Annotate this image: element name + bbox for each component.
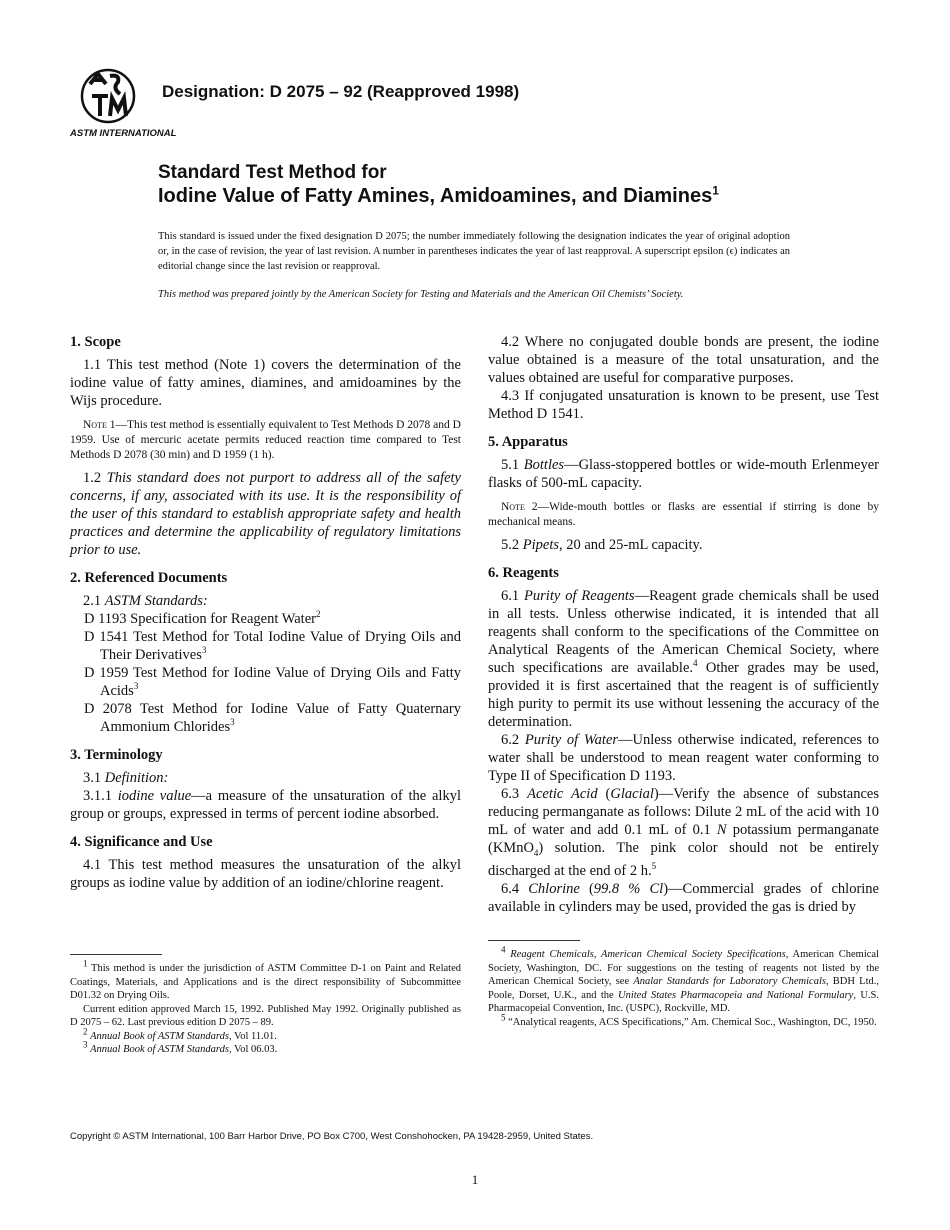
- footnote-5: $^5$ “Analytical reagents, ACS Specifications,” Am. Chemical Soc., Washington, DC, 1950.: [501, 1012, 877, 1028]
- paragraph-4-2: 4.2 Where no conjugated double bonds are present, the iodine value obtained is a measure of the total unsaturation, and the values obtained are useful for comparative purposes.: [488, 334, 879, 386]
- footnote-divider: [488, 940, 580, 941]
- issue-note: This standard is issued under the fixed designation D 2075; the number immediately following the designation indicates the year of original adoption or, in the case of revision, the year of last revision. A number in parentheses indicates the year of last reapproval. A superscript epsilon (ϵ) indicates an editorial change since the last revision or reapproval.: [158, 231, 790, 272]
- title-line-2: [158, 184, 878, 208]
- astm-logo: [68, 68, 177, 140]
- section-heading-scope: 1. Scope: [70, 334, 121, 350]
- note-1-text: 1—This test method is essentially equivalent to Test Methods D 2078 and D 1959. Use of mercuric acetate permits reduced reaction time compared to Test Methods D 2078 (30 min) and D 1959 (1 h).: [70, 419, 461, 461]
- footnote-1-approval: Current edition approved March 15, 1992. Published May 1992. Originally published as D 2075 – 62. Last previous edition D 2075 – 89.: [70, 1003, 461, 1028]
- footnote-1: $^1$ This method is under the jurisdiction of ASTM Committee D-1 on Paint and Related Coatings, Materials, and Applications and is the direct responsibility of Subcommittee D01.32 on Drying Oils.: [70, 958, 461, 1001]
- title-footnote-mark: 1: [712, 183, 719, 198]
- safety-statement: This standard does not purport to address all of the safety concerns, if any, associated with its use. It is the responsibility of the user of this standard to establish appropriate safety and health practices and determine the applicability of regulatory limitations prior to use.: [70, 470, 461, 558]
- footnotes-right: [488, 940, 879, 1029]
- footnote-3: $^3$ Annual Book of ASTM Standards, Vol 06.03.: [83, 1039, 278, 1055]
- section-heading-reagents: 6. Reagents: [488, 565, 559, 581]
- reference-item: D 1959 Test Method for Iodine Value of Drying Oils and Fatty Acids$^3$: [84, 665, 461, 699]
- paragraph-4-1: 4.1 This test method measures the unsaturation of the alkyl groups as iodine value by addition of an iodine/chlorine reagent.: [70, 857, 461, 891]
- paragraph-1-1: 1.1 This test method (Note 1) covers the determination of the iodine value of fatty amines, diamines, and amidoamines by the Wijs procedure.: [70, 357, 461, 409]
- reference-item: D 1541 Test Method for Total Iodine Value of Drying Oils and Their Derivatives$^3$: [84, 629, 461, 663]
- paragraph-5-1: 5.1 Bottles—Glass-stoppered bottles or wide-mouth Erlenmeyer flasks of 500-mL capacity.: [488, 457, 880, 491]
- paragraph-6-4: 6.4 Chlorine (99.8 % Cl)—Commercial grades of chlorine available in cylinders may be used, provided the gas is dried by: [488, 880, 879, 915]
- note-1: [70, 418, 461, 463]
- title-text: Iodine Value of Fatty Amines, Amidoamines, and Diamines: [158, 185, 713, 207]
- reference-item: D 1193 Specification for Reagent Water$^2$: [84, 609, 321, 627]
- footnote-4: $^4$ Reagent Chemicals, American Chemical Society Specifications, American Chemical Society, Washington, DC. For suggestions on the testing of reagents not listed by the American Chemical Society, see Analar Standards for Laboratory Chemicals, BDH Ltd., Poole, Dorset, U.K., and the United States Pharmacopeia and National Formulary, U.S. Pharmacopeial Convention, Inc. (USPC), Rockville, MD.: [488, 944, 880, 1014]
- designation: Designation: D 2075 – 92 (Reapproved 1998): [162, 82, 520, 101]
- note-2: Note 2—Wide-mouth bottles or flasks are essential if stirring is done by mechanical means.: [488, 501, 879, 528]
- paragraph-3-1: 3.1 Definition:: [83, 770, 169, 786]
- right-column: [488, 333, 879, 916]
- note-1-label: Note: [83, 419, 107, 431]
- page-number: 1: [471, 1172, 479, 1187]
- section-heading-references: 2. Referenced Documents: [70, 570, 228, 586]
- paragraph-2-1: 2.1 ASTM Standards:: [83, 593, 208, 609]
- footnote-2: $^2$ Annual Book of ASTM Standards, Vol 11.01.: [83, 1026, 277, 1042]
- paragraph-5-2: 5.2 Pipets, 20 and 25-mL capacity.: [501, 537, 703, 553]
- left-column: [70, 333, 461, 892]
- footnote-divider: [70, 954, 162, 955]
- paragraph-3-1-1: 3.1.1 iodine value—a measure of the unsaturation of the alkyl group or groups, expressed in terms of percent iodine absorbed.: [70, 788, 461, 822]
- paragraph-6-1: 6.1 Purity of Reagents—Reagent grade chemicals shall be used in all tests. Unless otherwise indicated, it is intended that all reagents shall conform to the specifications of the Committee on Analytical Reagents of the American Chemical Society, where such specifications are available.$^4$ Other grades may be used, provided it is first ascertained that the reagent is of sufficiently high purity to permit its use without lessening the accuracy of the determination.: [488, 588, 879, 730]
- paragraph-1-2: 1.2 This standard does not purport to address all of the safety concerns, if any, associated with its use. It is the responsibility of the user of this standard to establish appropriate safety and health practices and determine the applicability of regulatory limitations prior to use.: [70, 470, 461, 558]
- copyright: Copyright © ASTM International, 100 Barr Harbor Drive, PO Box C700, West Conshohocken, PA 19428-2959, United States.: [70, 1131, 594, 1142]
- section-heading-terminology: 3. Terminology: [70, 747, 163, 763]
- paragraph-6-3: 6.3 Acetic Acid (Glacial)—Verify the absence of substances reducing permanganate as follows: Dilute 2 mL of the acid with 10 mL of water and add 0.1 mL of 0.1 N potassium permanganate (KMnO$_4$) solution. The pink color should not be entirely discharged at the end of 2 h.$^5$: [488, 786, 879, 879]
- paragraph-4-3: 4.3 If conjugated unsaturation is known to be present, use Test Method D 1541.: [488, 388, 879, 422]
- section-heading-significance: 4. Significance and Use: [70, 834, 213, 850]
- title-block: [158, 162, 878, 208]
- logo-text: ASTM INTERNATIONAL: [70, 128, 177, 139]
- footnotes-left: [70, 954, 461, 1057]
- reference-item: D 2078 Test Method for Iodine Value of Fatty Quaternary Ammonium Chlorides$^3$: [84, 701, 461, 735]
- section-heading-apparatus: 5. Apparatus: [488, 434, 568, 450]
- paragraph-6-2: 6.2 Purity of Water—Unless otherwise indicated, references to water shall be understood to mean reagent water conforming to Type II of Specification D 1193.: [488, 732, 879, 784]
- prepared-note: This method was prepared jointly by the American Society for Testing and Materials and the American Oil Chemists’ Society.: [158, 289, 684, 300]
- title-line-1: Standard Test Method for: [158, 162, 387, 183]
